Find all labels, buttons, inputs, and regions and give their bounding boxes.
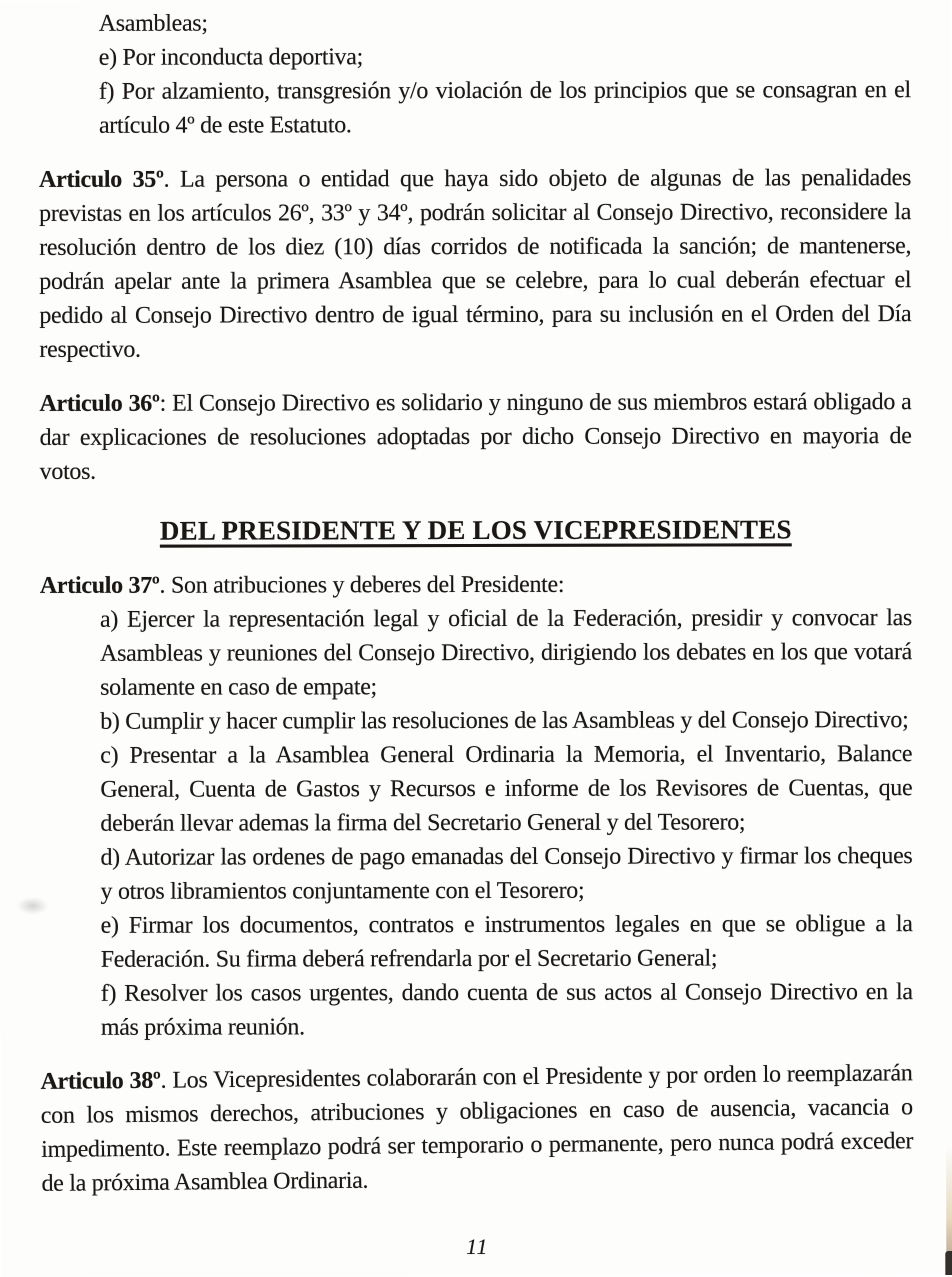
- article-38-label: Articulo 38º: [40, 1067, 161, 1095]
- list-item-f: f) Por alzamiento, transgresión y/o violación de los principios que se consagran en el artículo 4º de este Estatuto.: [98, 77, 911, 139]
- article-36-paragraph: [39, 385, 911, 489]
- list-item-e2: e) Firmar los documentos, contratos e instrumentos legales en que se obligue a la Federación. Su firma deberá refrendarla por el Secretario General;: [100, 911, 913, 973]
- article-38-paragraph: [40, 1056, 913, 1201]
- list-item-a: a) Ejercer la representación legal y oficial de la Federación, presidir y convocar las Asambleas y reuniones del Consejo Directivo, dirigiendo los debates en los que votará solamente en caso de empate;: [99, 605, 913, 701]
- section-heading: DEL PRESIDENTE Y DE LOS VICEPRESIDENTES: [159, 514, 792, 546]
- list-item-e: e) Por inconducta deportiva;: [98, 44, 363, 71]
- list-item-continuation: Asambleas;: [98, 10, 208, 37]
- article-36-label: Articulo 36º: [39, 390, 160, 417]
- page-number: 11: [466, 1233, 489, 1260]
- article-37-label: Articulo 37º: [39, 572, 160, 599]
- article-37-item-list: [100, 601, 913, 1045]
- intro-list: [99, 5, 911, 143]
- list-item-d: d) Autorizar las ordenes de pago emanadas del Consejo Directivo y firmar los cheques y otros libramientos conjuntamente con el Tesorero;: [100, 843, 913, 905]
- list-item-f2: f) Resolver los casos urgentes, dando cuenta de sus actos al Consejo Directivo en la más próxima reunión.: [100, 979, 913, 1041]
- article-38-body: . Los Vicepresidentes colaborarán con el Presidente y por orden lo reemplazarán con los mismos derechos, atribuciones y obligaciones en caso de ausencia, vacancia o impedimento. Este reemplazo podrá ser temporario o permanente, pero nunca podrá exceder de la próxima Asamblea Ordinaria.: [40, 1060, 914, 1197]
- scan-corner-mark-artifact: [945, 1251, 952, 1275]
- article-35-label: Articulo 35º: [39, 166, 164, 193]
- article-37-paragraph: [40, 567, 912, 603]
- article-36-body: : El Consejo Directivo es solidario y ninguno de sus miembros estará obligado a dar explicaciones de resoluciones adoptadas por dicho Consejo Directivo en mayoria de votos.: [39, 389, 912, 485]
- article-35-body: . La persona o entidad que haya sido objeto de algunas de las penalidades previstas en los artículos 26º, 33º y 34º, podrán solicitar al Consejo Directivo, reconsidere la resolución dentro de los diez (10) días corridos de notificada la sanción; de mantenerse, podrán apelar ante la primera Asamblea que se celebre, para lo cual deberán efectuar el pedido al Consejo Directivo dentro de igual término, para su inclusión en el Orden del Día respectivo.: [39, 165, 912, 363]
- scan-smudge-artifact: [17, 897, 49, 915]
- article-37-body: . Son atribuciones y deberes del Presidente:: [159, 571, 565, 599]
- list-item-b: b) Cumplir y hacer cumplir las resoluciones de las Asambleas y del Consejo Directivo;: [100, 707, 909, 735]
- list-item-c: c) Presentar a la Asamblea General Ordinaria la Memoria, el Inventario, Balance General, Cuenta de Gastos y Recursos e informe de los Revisores de Cuentas, que deberán llevar ademas la firma del Secretario General y del Tesorero;: [100, 741, 913, 837]
- page-content: [39, 5, 913, 1201]
- article-35-paragraph: [39, 161, 911, 367]
